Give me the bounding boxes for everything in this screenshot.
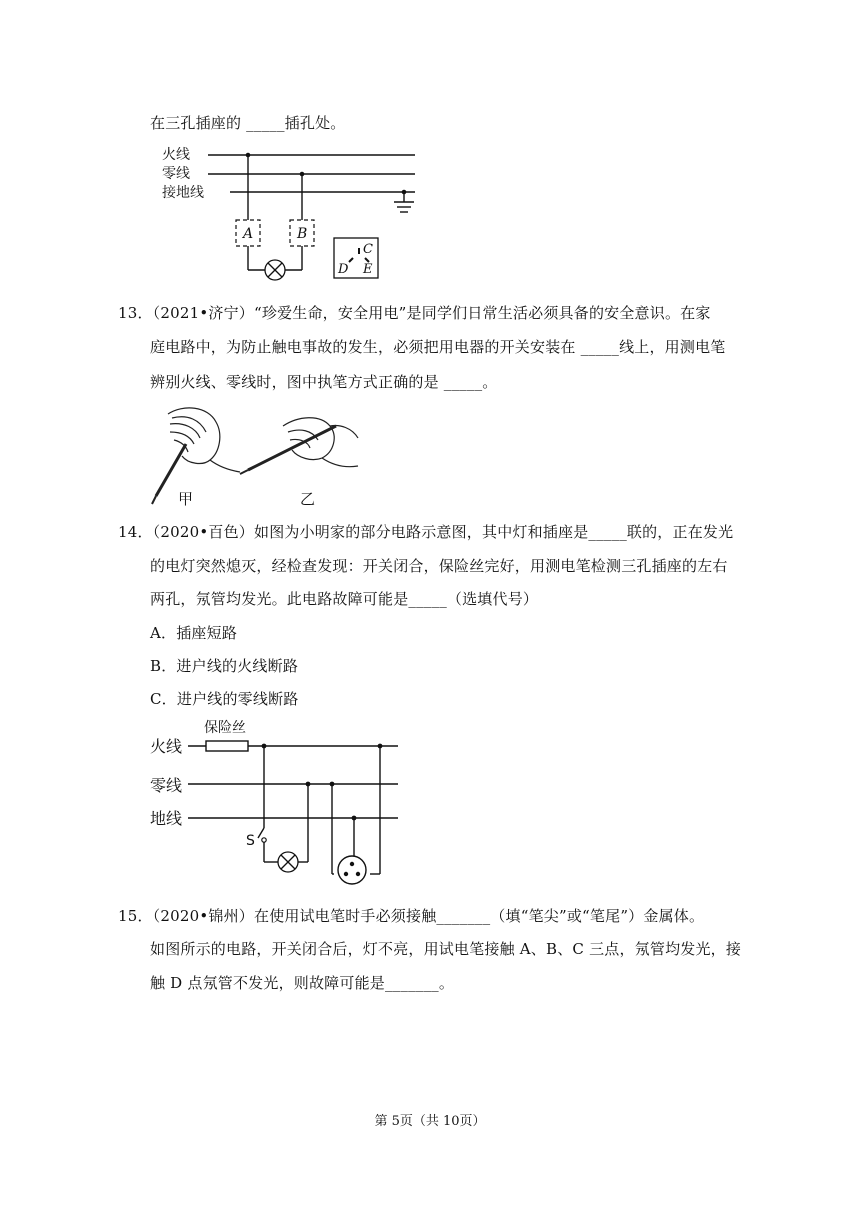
q13-caption-jia: 甲 (178, 490, 194, 508)
q13-caption-yi: 乙 (300, 490, 316, 508)
q14-switch-label: S (246, 833, 255, 849)
q14-wire-label-ground: 地线 (150, 809, 183, 828)
q14-fuse-symbol (206, 741, 248, 751)
q12-socket-label-d: D (338, 262, 349, 277)
q14-socket-icon (338, 856, 366, 884)
q14-circuit-diagram (148, 716, 408, 891)
q12-box-a-label: A (243, 226, 254, 242)
q12-lamp-icon (265, 260, 285, 280)
q15-line-1: 15．（2020•锦州）在使用试电笔时手必须接触_______（填“笔尖”或“笔尾”）金属体。 (118, 907, 705, 925)
q12-socket-label-c: C (363, 242, 373, 257)
q13-line-1: 13．（2021•济宁）“珍爱生命，安全用电”是同学们日常生活必须具备的安全意识。在家 (118, 304, 711, 322)
q14-fuse-label: 保险丝 (204, 720, 246, 736)
q13-line-2: 庭电路中，为防止触电事故的发生，必须把用电器的开关安装在 _____线上，用测电笔 (150, 338, 726, 356)
q14-wire-label-neutral: 零线 (150, 776, 183, 795)
q12-wire-label-ground: 接地线 (162, 185, 204, 201)
q13-line-3: 辨别火线、零线时，图中执笔方式正确的是 _____。 (150, 373, 498, 391)
q12-wire-label-live: 火线 (162, 147, 190, 163)
q12-circuit-diagram (160, 142, 430, 284)
q14-option-c: C．进户线的零线断路 (150, 690, 299, 708)
hand-grip-b-icon (240, 418, 358, 474)
q14-line-1: 14．（2020•百色）如图为小明家的部分电路示意图，其中灯和插座是_____联的，正在发光 (118, 523, 734, 541)
q14-wire-label-live: 火线 (150, 737, 183, 756)
q14-line-2: 的电灯突然熄灭，经检查发现：开关闭合，保险丝完好，用测电笔检测三孔插座的左右 (150, 557, 728, 575)
q15-line-2: 如图所示的电路，开关闭合后，灯不亮，用试电笔接触 A、B、C 三点，氖管均发光，接 (150, 940, 742, 958)
q14-option-b: B．进户线的火线断路 (150, 657, 299, 675)
hand-grip-a-icon (152, 408, 240, 504)
q12-text-line: 在三孔插座的 _____插孔处。 (150, 114, 346, 132)
q14-lamp-icon (278, 852, 298, 872)
q12-wire-label-neutral: 零线 (162, 166, 190, 182)
q15-line-3: 触 D 点氖管不发光，则故障可能是_______。 (150, 974, 455, 992)
q12-socket-label-e: E (363, 262, 373, 277)
q14-line-3: 两孔，氖管均发光。此电路故障可能是_____（选填代号） (150, 590, 539, 608)
q14-option-a: A．插座短路 (150, 624, 238, 642)
page-footer: 第 5页（共 10页） (374, 1114, 486, 1129)
q12-box-b-label: B (297, 226, 308, 242)
